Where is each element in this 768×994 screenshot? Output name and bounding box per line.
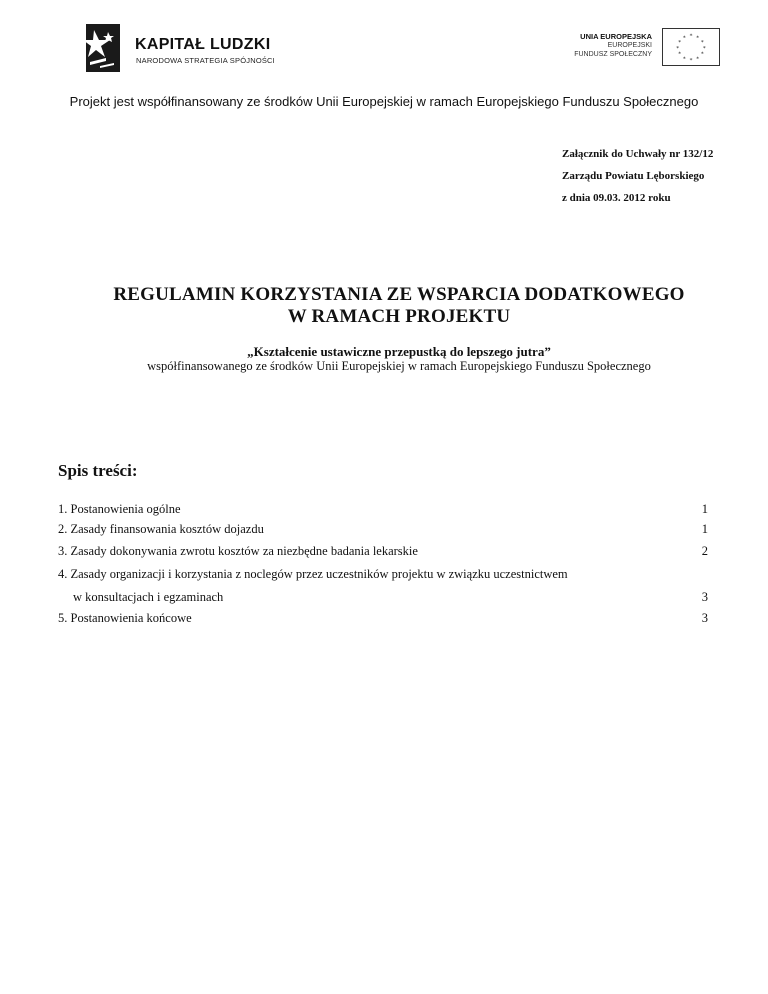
- svg-text:*: *: [682, 35, 686, 42]
- eu-flag-icon: [662, 28, 720, 66]
- toc-item-page: 3: [701, 611, 708, 625]
- svg-text:*: *: [678, 40, 682, 47]
- svg-text:*: *: [676, 45, 680, 52]
- kapital-ludzki-subtitle: NARODOWA STRATEGIA SPÓJNOŚCI: [136, 56, 275, 65]
- annex-line2: Zarządu Powiatu Lęborskiego: [562, 170, 705, 182]
- toc-item-page: 1: [701, 502, 708, 516]
- project-description: współfinansowanego ze środków Unii Europejskiej w ramach Europejskiego Funduszu Społecznego: [147, 359, 651, 373]
- eu-logo-text: [574, 32, 652, 59]
- svg-text:*: *: [702, 45, 706, 52]
- eu-logo-line2: EUROPEJSKI: [607, 42, 652, 49]
- svg-text:*: *: [696, 35, 700, 42]
- toc-item-page: 2: [701, 544, 708, 558]
- toc-item-5[interactable]: [58, 609, 708, 627]
- toc-item-label: 1. Postanowienia ogólne: [58, 502, 181, 516]
- toc-item-2[interactable]: [58, 520, 708, 538]
- annex-note: [562, 143, 713, 209]
- kapital-ludzki-title: KAPITAŁ LUDZKI: [135, 36, 271, 53]
- kapital-ludzki-emblem-icon: [80, 22, 126, 74]
- kapital-ludzki-logo: [80, 22, 300, 74]
- toc-item-label: 5. Postanowienia końcowe: [58, 611, 192, 625]
- toc-item-1[interactable]: [58, 500, 708, 518]
- toc-heading: Spis treści:: [58, 461, 138, 480]
- toc-item-4-continuation[interactable]: [58, 588, 708, 606]
- svg-text:*: *: [696, 56, 700, 63]
- eu-logo-line1: UNIA EUROPEJSKA: [580, 32, 652, 41]
- svg-text:*: *: [682, 56, 686, 63]
- svg-text:*: *: [678, 51, 682, 58]
- document-title-line2: W RAMACH PROJEKTU: [287, 306, 511, 327]
- annex-line1: Załącznik do Uchwały nr 132/12: [562, 148, 714, 160]
- eu-logo-line3: FUNDUSZ SPOŁECZNY: [574, 51, 652, 58]
- toc-item-3[interactable]: [58, 542, 708, 560]
- eu-logo: [560, 28, 720, 68]
- toc-item-label: 4. Zasady organizacji i korzystania z noclegów przez uczestników projektu w związku uczestnictwem: [58, 567, 568, 581]
- toc-item-label: 3. Zasady dokonywania zwrotu kosztów za niezbędne badania lekarskie: [58, 544, 418, 558]
- project-name: „Kształcenie ustawiczne przepustką do lepszego jutra”: [247, 344, 551, 359]
- toc-item-4[interactable]: [58, 565, 708, 583]
- cofinance-statement: Projekt jest współfinansowany ze środków Unii Europejskiej w ramach Europejskiego Funduszu Społecznego: [69, 94, 699, 109]
- svg-text:*: *: [700, 51, 704, 58]
- document-title: [0, 284, 768, 328]
- annex-line3: z dnia 09.03. 2012 roku: [562, 192, 671, 204]
- svg-text:*: *: [689, 58, 693, 65]
- toc-item-label: 2. Zasady finansowania kosztów dojazdu: [58, 522, 264, 536]
- toc-item-page: 1: [701, 522, 708, 536]
- svg-text:*: *: [689, 33, 693, 40]
- svg-text:*: *: [700, 40, 704, 47]
- toc-item-label-continuation: w konsultacjach i egzaminach: [73, 590, 224, 604]
- toc-item-page: 3: [701, 590, 708, 604]
- document-title-line1: REGULAMIN KORZYSTANIA ZE WSPARCIA DODATKOWEGO: [113, 284, 685, 305]
